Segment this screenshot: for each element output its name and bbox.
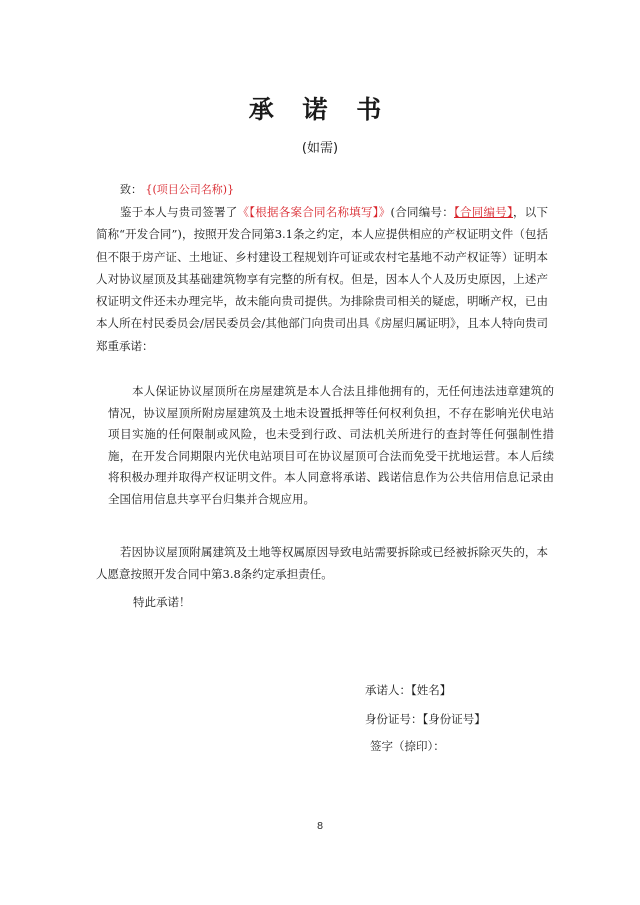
sign-label: 签字（捺印）：: [370, 739, 445, 753]
id-number-field: 【身份证号】: [422, 712, 486, 726]
paragraph-commitment: 本人保证协议屋顶所在房屋建筑是本人合法且排他拥有的，无任何违法违章建筑的情况，协议屋顶所附房屋建筑及土地未设置抵押等任何权利负担，不存在影响光伏电站项目实施的任何限制或风险，也未受到行政、司法机关所进行的查封等任何强制性措施，在开发合同期限内光伏电站项目可在协议屋顶可合法而免受干扰地运营。本人后续将积极办理并取得产权证明文件。本人同意将承诺、践诺信息作为公共信用信息记录由全国信用信息共享平台归集并合规应用。: [108, 384, 554, 506]
document-title: 承 诺 书: [248, 95, 392, 124]
para1-text-1: 鉴于本人与贵司签署了: [120, 205, 238, 219]
para1-text-2: (合同编号：: [390, 205, 454, 219]
promisor-name-field: 【姓名】: [411, 683, 452, 697]
signature-sign-line: [370, 738, 445, 754]
signature-id-number: [365, 711, 486, 727]
contract-number-placeholder: 【合同编号】: [454, 205, 513, 219]
addressee-line: [120, 181, 234, 197]
company-name-placeholder: {(项目公司名称)}: [145, 183, 235, 196]
id-number-label: 身份证号：: [365, 712, 423, 726]
paragraph-liability: 若因协议屋顶附属建筑及土地等权属原因导致电站需要拆除或已经被拆除灭失的，本人愿意按照开发合同中第3.8条约定承担责任。: [96, 545, 548, 582]
page-number: 8: [316, 821, 324, 832]
closing-statement: 特此承诺！: [133, 595, 191, 609]
document-subtitle: (如需): [301, 141, 339, 156]
paragraph-background: [96, 201, 548, 357]
contract-name-placeholder: 《【根据各案合同名称填写】》: [237, 205, 391, 219]
para1-text-3: ，以下简称“开发合同”)，按照开发合同第3.1条之约定，本人应提供相应的产权证明文件（包括但不限于房产证、土地证、乡村建设工程规划许可证或农村宅基地不动产权证等）证明本人对协议屋顶及其基础建筑物享有完整的所有权。但是，因本人个人及历史原因，上述产权证明文件还未办理完毕，故未能向贵司提供。为排除贵司相关的疑虑，明晰产权，已由本人所在村民委员会/居民委员会/其他部门向贵司出具《房屋归属证明》，且本人特向贵司郑重承诺：: [96, 205, 548, 353]
signature-promisor: [365, 682, 451, 698]
addressee-prefix: 致：: [120, 183, 142, 196]
promisor-label: 承诺人：: [365, 683, 411, 697]
